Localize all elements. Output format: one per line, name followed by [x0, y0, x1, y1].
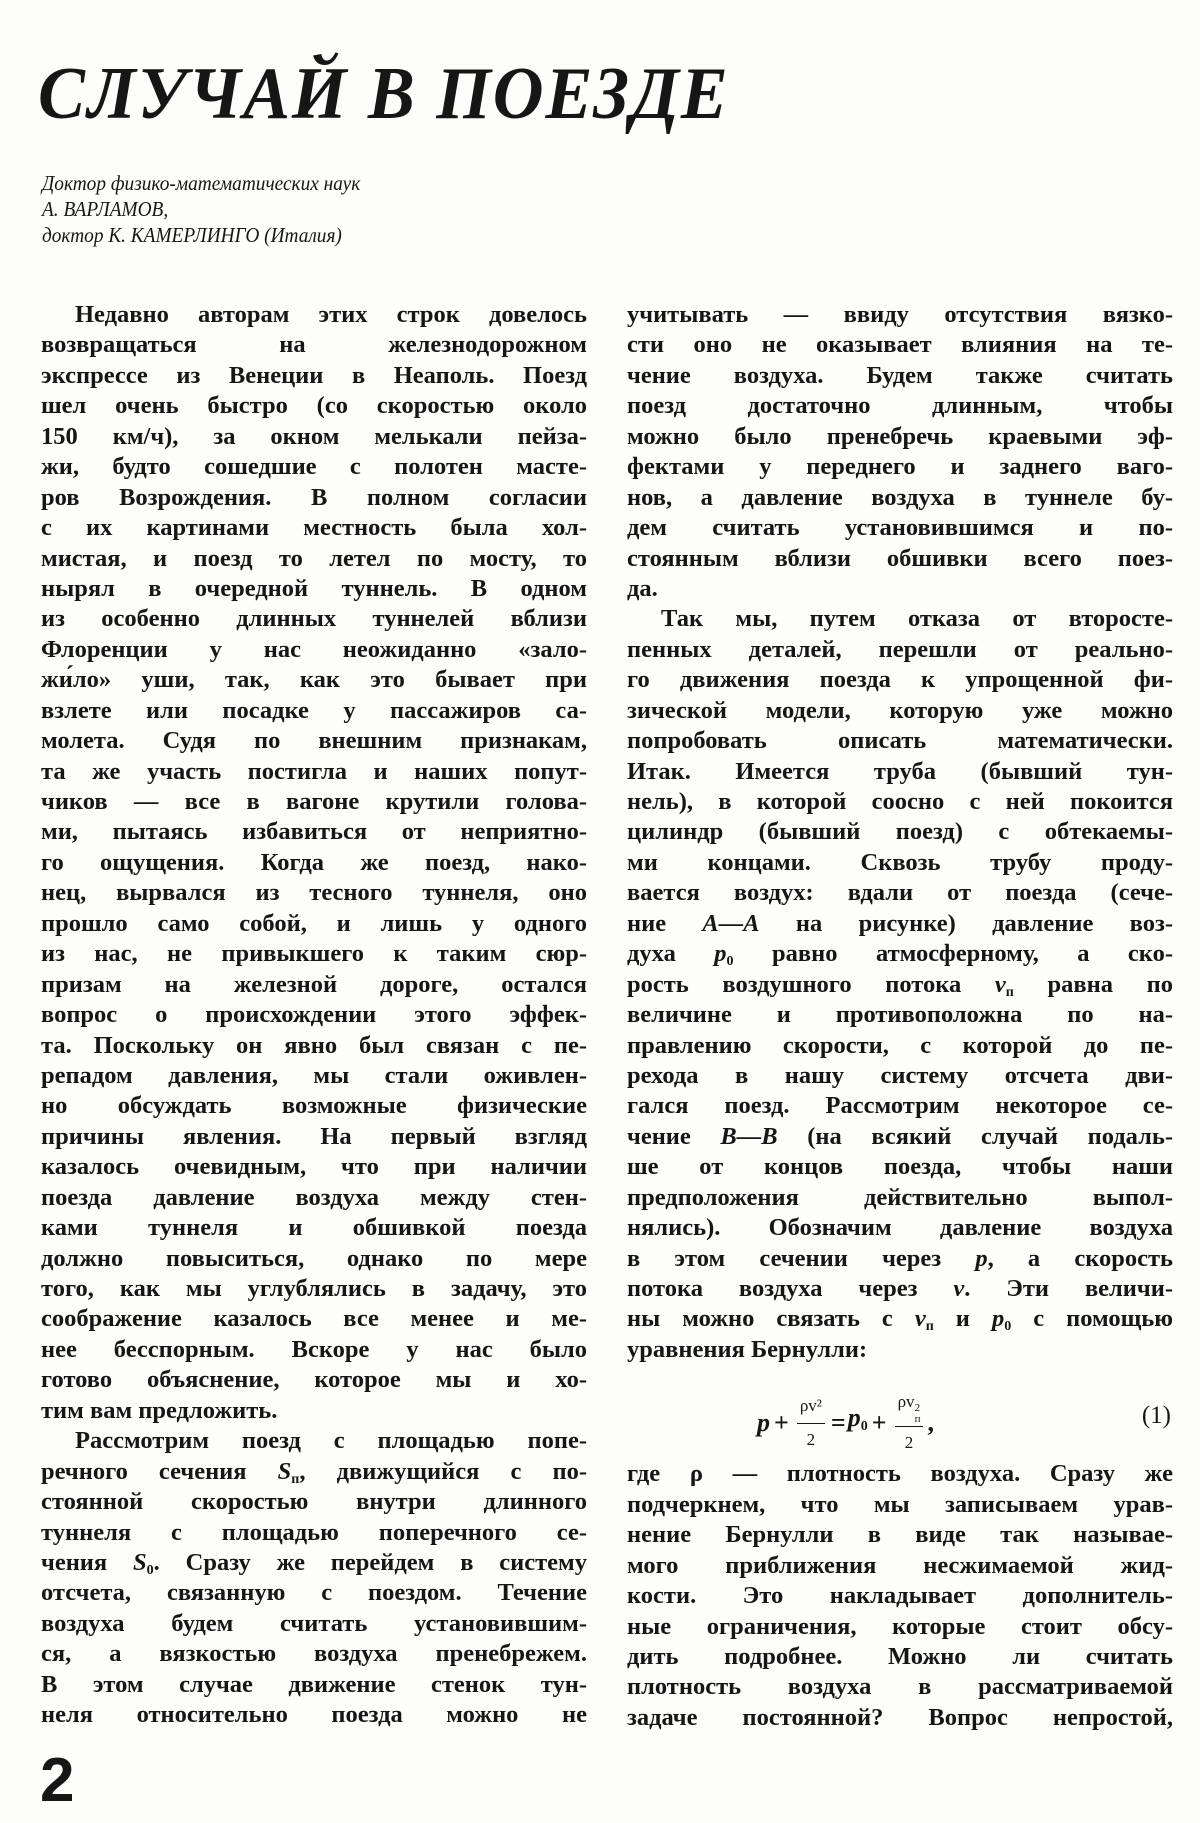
text-segment: задаче постоянной? Вопрос непростой, — [627, 1703, 1173, 1731]
text-segment: из особенно длинных туннелей вблизи — [41, 605, 587, 633]
numerator-sub: п — [914, 1413, 921, 1426]
text-line — [627, 817, 1173, 847]
equation-fraction — [895, 1387, 924, 1458]
text-line — [627, 1642, 1173, 1672]
math-letter: v — [953, 1275, 965, 1302]
text-line — [41, 970, 587, 1000]
text-line — [41, 1700, 587, 1730]
numerator-text: ρv — [897, 1392, 915, 1412]
text-segment: жи́ло» уши, так, как это бывает при — [41, 666, 587, 694]
text-line — [41, 1426, 587, 1456]
text-line — [627, 1183, 1173, 1213]
text-line — [627, 1581, 1173, 1611]
text-segment: Рассмотрим поезд с площадью попе- — [75, 1427, 587, 1455]
text-segment: готово объяснение, которое мы и хо- — [41, 1366, 587, 1394]
text-segment: прошло само собой, и лишь у одного — [41, 909, 587, 937]
text-segment: да. — [627, 574, 658, 602]
text-segment: туннеля с площадью поперечного се- — [41, 1518, 587, 1546]
text-segment: , а скорость — [987, 1244, 1173, 1272]
text-segment: молета. Судя по внешним признакам, — [41, 727, 587, 755]
text-segment: чиков — все в вагоне крутили голова- — [41, 788, 587, 815]
text-segment: та. Поскольку он явно был связан с пе- — [41, 1031, 587, 1059]
text-line — [41, 1487, 587, 1517]
text-line — [627, 1061, 1173, 1091]
text-segment: из нас, не привыкшего к таким сюр- — [41, 940, 587, 968]
equation-fraction — [797, 1391, 825, 1455]
text-segment: 150 км/ч), за окном мелькали пейза- — [41, 422, 587, 450]
math-letter: v — [914, 1305, 926, 1333]
text-segment: чения — [41, 1548, 134, 1576]
text-line — [41, 1639, 587, 1669]
text-line — [627, 1551, 1173, 1581]
text-line — [41, 1061, 587, 1091]
text-segment: равна по — [1013, 970, 1173, 998]
text-line — [41, 1578, 587, 1608]
text-segment: поезд достаточно длинным, чтобы — [627, 392, 1173, 420]
text-line — [627, 1152, 1173, 1182]
equation-body — [757, 1387, 934, 1458]
math-subscript: 0 — [1004, 1319, 1012, 1335]
text-segment: . Сразу же перейдем в систему — [153, 1548, 587, 1576]
fraction-numerator — [895, 1387, 924, 1427]
text-line — [627, 300, 1173, 330]
page-number: 2 — [40, 1746, 75, 1815]
text-segment: экспрессе из Венеции в Неаполь. Поезд — [41, 361, 587, 389]
equation-comma: , — [927, 1407, 934, 1437]
text-segment: отсчета, связанную с поездом. Течение — [41, 1579, 587, 1607]
text-line — [41, 483, 587, 513]
text-line — [41, 300, 587, 330]
text-line — [41, 878, 587, 908]
math-symbol — [278, 1458, 300, 1485]
text-segment: чение воздуха. Будем также считать — [627, 361, 1173, 389]
text-segment: В этом случае движение стенок тун- — [41, 1670, 587, 1698]
text-line — [627, 1612, 1173, 1642]
fraction-denominator: 2 — [806, 1429, 816, 1449]
text-segment: , движущийся с по- — [299, 1457, 587, 1485]
math-symbol — [720, 1123, 777, 1150]
text-line — [41, 1031, 587, 1061]
text-line — [41, 1365, 587, 1395]
text-line — [41, 1152, 587, 1182]
text-segment: неля относительно поезда можно не — [41, 1701, 587, 1729]
text-line — [41, 1670, 587, 1700]
math-symbol — [914, 1305, 934, 1335]
text-line — [41, 1335, 587, 1365]
text-segment: го движения поезда к упрощенной фи- — [627, 666, 1173, 694]
text-line — [41, 513, 587, 543]
text-line — [627, 1520, 1173, 1550]
text-segment: стоянной скоростью внутри длинного — [41, 1488, 587, 1516]
text-segment: предположения действительно выпол- — [627, 1183, 1173, 1211]
text-line — [41, 817, 587, 847]
text-line — [627, 635, 1173, 665]
text-line — [41, 1304, 587, 1334]
paragraph — [41, 1426, 587, 1730]
text-segment: Итак. Имеется труба (бывший тун- — [627, 757, 1173, 785]
text-line — [627, 574, 1173, 604]
byline-degree: Доктор физико-математических наук — [42, 171, 361, 195]
text-line — [41, 422, 587, 452]
text-segment: ми, пытаясь избавиться от неприятно- — [41, 818, 587, 846]
text-line — [41, 1548, 587, 1578]
text-segment: где ρ — плотность воздуха. Сразу же — [627, 1460, 1173, 1488]
math-letter: S — [277, 1457, 292, 1485]
text-segment: нель), в которой соосно с ней покоится — [627, 788, 1173, 815]
text-line — [41, 1457, 587, 1487]
text-segment: го ощущения. Когда же поезд, нако- — [41, 848, 587, 876]
text-line — [41, 330, 587, 360]
text-segment: рехода в нашу систему отсчета дви- — [627, 1061, 1173, 1089]
text-segment: в этом сечении через — [627, 1244, 976, 1272]
text-line — [41, 1183, 587, 1213]
text-line — [627, 1672, 1173, 1702]
text-line — [41, 909, 587, 939]
text-line — [41, 1091, 587, 1121]
text-segment: с их картинами местность была хол- — [41, 514, 587, 542]
text-segment: казалось очевидным, что при наличии — [41, 1153, 587, 1181]
text-segment: призам на железной дороге, остался — [41, 970, 587, 998]
math-subscript: п — [925, 1319, 934, 1335]
text-segment: чение — [627, 1122, 721, 1150]
text-line — [627, 361, 1173, 391]
text-segment: мистая, и поезд то летел по мосту, то — [41, 544, 587, 572]
text-segment: стоянным вблизи обшивки всего поез- — [627, 544, 1173, 572]
text-segment: того, как мы углублялись в задачу, это — [41, 1275, 587, 1302]
numerator-subsup — [915, 1403, 921, 1425]
text-segment: Флоренции у нас неожиданно «зало- — [41, 635, 587, 663]
math-subscript: п — [291, 1471, 300, 1487]
text-line — [41, 848, 587, 878]
text-line — [627, 757, 1173, 787]
text-segment: ные ограничения, которые стоит обсу- — [627, 1612, 1173, 1640]
math-letter: A—A — [702, 909, 760, 937]
text-segment: потока воздуха через — [627, 1275, 954, 1302]
math-symbol — [714, 940, 734, 970]
text-line — [627, 1213, 1173, 1243]
text-line — [627, 513, 1173, 543]
text-segment: нение Бернулли в виде так называе- — [627, 1521, 1173, 1549]
text-segment: Так мы, путем отказа от второсте- — [661, 605, 1173, 633]
right-column — [627, 300, 1173, 1733]
math-symbol — [991, 1305, 1012, 1335]
text-segment: духа — [627, 940, 715, 968]
text-line — [627, 1091, 1173, 1121]
text-segment: можно было пренебречь краевыми эф- — [627, 422, 1173, 450]
text-line — [627, 787, 1173, 817]
text-segment: причины явления. На первый взгляд — [41, 1122, 587, 1150]
text-segment: гался поезд. Рассмотрим некоторое се- — [627, 1092, 1173, 1120]
equation-plus: + — [774, 1407, 789, 1437]
text-line — [41, 452, 587, 482]
equation-bernoulli — [627, 1365, 1173, 1459]
text-segment: взлете или посадке у пассажиров са- — [41, 696, 587, 724]
text-line — [41, 1122, 587, 1152]
text-line — [41, 665, 587, 695]
text-line — [627, 939, 1173, 969]
text-line — [41, 939, 587, 969]
text-segment: ми концами. Сквозь трубу проду- — [627, 848, 1173, 876]
text-segment: нырял в очередной туннель. В одном — [41, 574, 587, 602]
text-line — [41, 361, 587, 391]
text-line — [41, 726, 587, 756]
equation-number: (1) — [1141, 1402, 1171, 1430]
text-line — [627, 483, 1173, 513]
text-line — [41, 1518, 587, 1548]
text-segment: уравнения Бернулли: — [627, 1335, 868, 1363]
text-line — [627, 544, 1173, 574]
text-segment: жи, будто сошедшие с полотен масте- — [41, 453, 587, 481]
paragraph — [627, 604, 1173, 1365]
text-segment: вопрос о происхождении этого эффек- — [41, 1001, 587, 1029]
equation-var — [848, 1403, 868, 1442]
text-segment: и — [933, 1305, 992, 1333]
text-segment: нялись). Обозначим давление воздуха — [627, 1214, 1173, 1242]
text-segment: нец, вырвался из тесного туннеля, оно — [41, 879, 587, 907]
text-line — [41, 757, 587, 787]
text-segment: пенных деталей, перешли от реально- — [627, 635, 1173, 663]
text-line — [627, 726, 1173, 756]
text-segment: сти оно не оказывает влияния на те- — [627, 331, 1173, 359]
math-letter: p — [975, 1244, 988, 1272]
text-line — [627, 391, 1173, 421]
math-symbol — [953, 1275, 964, 1302]
text-line — [41, 635, 587, 665]
text-segment: речного сечения — [41, 1457, 278, 1485]
equation-var-letter: p — [847, 1403, 861, 1433]
equation-var-sub: 0 — [860, 1419, 868, 1435]
text-segment: зической модели, которую уже можно — [627, 696, 1173, 724]
text-segment: Недавно авторам этих строк довелось — [75, 301, 587, 328]
text-line — [627, 848, 1173, 878]
text-line — [627, 422, 1173, 452]
text-line — [627, 1459, 1173, 1489]
text-segment: цилиндр (бывший поезд) с обтекаемы- — [627, 818, 1173, 846]
text-segment: ками туннеля и обшивкой поезда — [41, 1214, 587, 1242]
paragraph — [627, 300, 1173, 604]
numerator-sup: 2 — [914, 1402, 921, 1415]
text-segment: возвращаться на железнодорожном — [41, 331, 587, 359]
fraction-numerator: ρv² — [797, 1391, 825, 1423]
text-line — [627, 1274, 1173, 1304]
paragraph — [627, 1459, 1173, 1733]
math-subscript: 0 — [146, 1562, 154, 1578]
fraction-denominator: 2 — [904, 1433, 914, 1453]
text-segment: ше от концов поезда, чтобы наши — [627, 1153, 1173, 1181]
text-line — [627, 1000, 1173, 1030]
text-line — [627, 665, 1173, 695]
text-line — [41, 696, 587, 726]
text-segment: кости. Это накладывает дополнитель- — [627, 1582, 1173, 1610]
text-line — [41, 391, 587, 421]
text-line — [41, 1244, 587, 1274]
text-segment: ся, а вязкостью воздуха пренебрежем. — [41, 1640, 587, 1668]
text-segment: нов, а давление воздуха в туннеле бу- — [627, 483, 1173, 511]
text-segment: . Эти величи- — [964, 1275, 1174, 1302]
text-segment: равно атмосферному, а ско- — [733, 940, 1173, 968]
math-letter: v — [994, 970, 1006, 998]
text-segment: репадом давления, мы стали оживлен- — [41, 1061, 587, 1089]
math-subscript: 0 — [726, 954, 734, 970]
text-line — [627, 604, 1173, 634]
text-segment: ние — [627, 909, 703, 937]
text-line — [41, 1609, 587, 1639]
equation-plus: + — [871, 1407, 887, 1437]
text-segment: попробовать описать математически. — [627, 727, 1173, 755]
text-segment: фектами у переднего и заднего ваго- — [627, 453, 1173, 481]
text-segment: мого приближения несжимаемой жид- — [627, 1551, 1173, 1579]
text-segment: с помощью — [1011, 1305, 1173, 1333]
text-segment: ров Возрождения. В полном согласии — [41, 483, 587, 511]
text-line — [41, 1213, 587, 1243]
text-segment: величине и противоположна по на- — [627, 1001, 1173, 1029]
text-line — [627, 878, 1173, 908]
text-line — [41, 574, 587, 604]
byline-author-1: А. ВАРЛАМОВ, — [42, 197, 169, 221]
text-segment: учитывать — ввиду отсутствия вязко- — [627, 301, 1173, 328]
text-segment: тим вам предложить. — [41, 1396, 278, 1424]
text-line — [627, 909, 1173, 939]
text-line — [627, 970, 1173, 1000]
equation-var: p — [757, 1407, 770, 1437]
math-symbol — [975, 1245, 987, 1272]
math-letter: S — [133, 1548, 147, 1576]
text-line — [627, 1122, 1173, 1152]
text-line — [41, 787, 587, 817]
text-segment: шел очень быстро (со скоростью около — [41, 392, 587, 420]
text-line — [627, 1490, 1173, 1520]
equation-equals: = — [830, 1407, 846, 1437]
text-segment: соображение казалось все менее и ме- — [41, 1305, 587, 1333]
byline — [42, 170, 360, 248]
text-segment: подчеркнем, что мы записываем урав- — [627, 1490, 1173, 1518]
text-segment: рость воздушного потока — [627, 970, 995, 998]
text-line — [627, 1304, 1173, 1334]
text-segment: плотность воздуха в рассматриваемой — [627, 1673, 1173, 1701]
text-line — [627, 1335, 1173, 1365]
math-subscript: п — [1005, 984, 1014, 1000]
text-segment: ны можно связать с — [627, 1305, 915, 1333]
text-segment: (на всякий случай подаль- — [777, 1122, 1173, 1150]
text-segment: дить подробнее. Можно ли считать — [627, 1642, 1173, 1670]
left-column — [41, 300, 587, 1731]
text-line — [627, 330, 1173, 360]
math-symbol — [133, 1549, 154, 1576]
text-segment: вается воздух: вдали от поезда (сече- — [627, 879, 1173, 907]
text-segment: нее бесспорным. Вскоре у нас было — [41, 1335, 587, 1363]
text-line — [627, 1244, 1173, 1274]
text-segment: должно повыситься, однако по мере — [41, 1244, 587, 1272]
text-segment: воздуха будем считать установившим- — [41, 1609, 587, 1637]
byline-author-2: доктор К. КАМЕРЛИНГО (Италия) — [42, 223, 342, 247]
text-segment: та же участь постигла и наших попут- — [41, 757, 587, 785]
text-line — [627, 452, 1173, 482]
math-symbol — [702, 910, 759, 937]
math-symbol — [995, 971, 1014, 998]
text-line — [627, 1703, 1173, 1733]
paragraph — [41, 300, 587, 1426]
text-line — [627, 696, 1173, 726]
text-line — [627, 1031, 1173, 1061]
math-letter: p — [991, 1305, 1005, 1333]
text-segment: но обсуждать возможные физические — [41, 1092, 587, 1120]
text-segment: поезда давление воздуха между стен- — [41, 1183, 587, 1211]
article-title: СЛУЧАЙ В ПОЕЗДЕ — [38, 53, 730, 135]
text-line — [41, 544, 587, 574]
text-segment: на рисунке) давление воз- — [759, 909, 1173, 937]
text-line — [41, 1000, 587, 1030]
math-letter: B—B — [720, 1122, 778, 1150]
math-letter: p — [714, 940, 727, 968]
text-line — [41, 1396, 587, 1426]
text-line — [41, 604, 587, 634]
text-segment: дем считать установившимся и по- — [627, 514, 1173, 542]
text-line — [41, 1274, 587, 1304]
text-segment: правлению скорости, с которой до пе- — [627, 1031, 1173, 1059]
